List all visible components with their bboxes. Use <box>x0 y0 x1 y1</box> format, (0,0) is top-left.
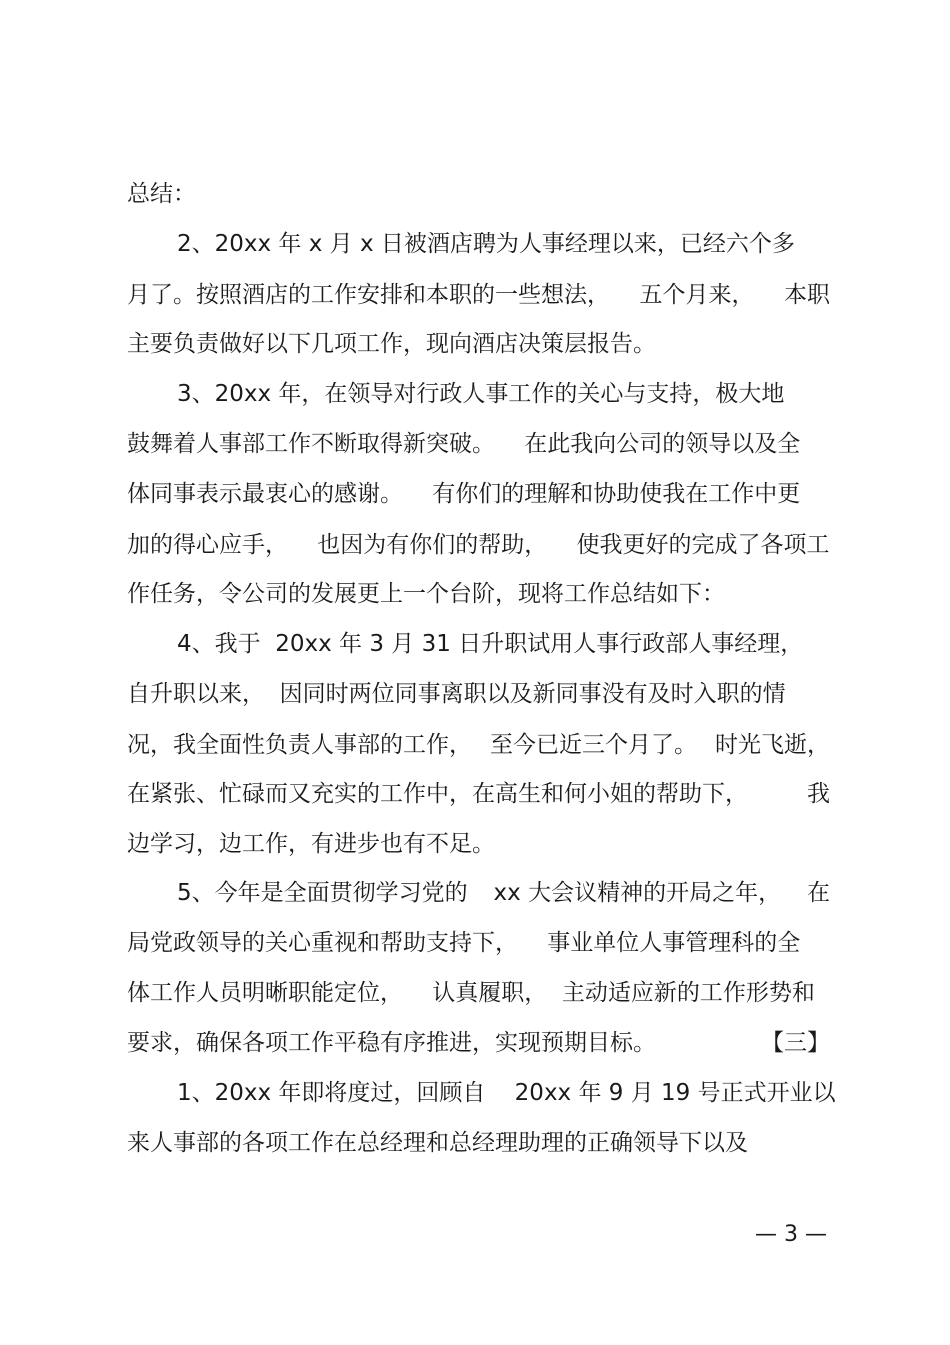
text-segment: 至今已近三个月了。 <box>490 732 697 758</box>
text-line-13 <box>127 778 830 810</box>
text-segment: 时光飞逝， <box>715 732 830 758</box>
text-segment: 况，我全面性负责人事部的工作， <box>127 732 472 758</box>
text-line-11: 自升职以来， 因同时两位同事离职以及新同事没有及时入职的情 <box>127 681 786 707</box>
text-line-14: 边学习，边工作，有进步也有不足。 <box>127 831 495 857</box>
text-line-3 <box>127 279 830 311</box>
text-line-16: 局党政领导的关心重视和帮助支持下， 事业单位人事管理科的全 <box>127 930 801 956</box>
text-line-9: 作任务，令公司的发展更上一个台阶，现将工作总结如下： <box>127 581 725 607</box>
text-line-8: 加的得心应手， 也因为有你们的帮助， 使我更好的完成了各项工 <box>127 532 830 558</box>
text-line-1: 总结： <box>127 181 196 207</box>
text-line-4: 主要负责做好以下几项工作，现向酒店决策层报告。 <box>127 331 656 357</box>
section-marker: 【三】 <box>761 1030 830 1056</box>
text-segment: 本职 <box>784 282 830 308</box>
text-line-12 <box>127 729 830 761</box>
text-segment: 5、今年是全面贯彻学习党的 <box>177 880 468 906</box>
text-line-19: 1、20xx 年即将度过，回顾自 20xx 年 9 月 19 号正式开业以 <box>177 1080 836 1106</box>
text-segment: 五个月来， <box>639 282 755 308</box>
text-segment: 在紧张、忙碌而又充实的工作中，在高生和何小姐的帮助下， <box>127 781 748 807</box>
text-line-2: 2、20xx 年 x 月 x 日被酒店聘为人事经理以来，已经六个多 <box>177 231 795 257</box>
text-segment: 要求，确保各项工作平稳有序推进，实现预期目标。 <box>127 1030 656 1056</box>
text-line-5: 3、20xx 年，在领导对行政人事工作的关心与支持，极大地 <box>177 381 785 407</box>
text-segment: xx 大会议精神的开局之年， <box>493 880 782 906</box>
text-line-10: 4、我于 20xx 年 3 月 31 日升职试用人事行政部人事经理， <box>177 631 804 657</box>
page-number: — 3 — <box>755 1222 827 1247</box>
text-line-20: 来人事部的各项工作在总经理和总经理助理的正确领导下以及 <box>127 1130 748 1156</box>
text-line-15 <box>177 877 830 909</box>
text-segment: 月了。按照酒店的工作安排和本职的一些想法， <box>127 282 610 308</box>
text-line-6: 鼓舞着人事部工作不断取得新突破。 在此我向公司的领导以及全 <box>127 431 801 457</box>
text-segment: 我 <box>807 781 830 807</box>
text-segment: 在 <box>807 880 830 906</box>
text-line-18 <box>127 1027 830 1059</box>
text-line-7: 体同事表示最衷心的感谢。 有你们的理解和协助使我在工作中更 <box>127 481 801 507</box>
text-line-17: 体工作人员明晰职能定位， 认真履职， 主动适应新的工作形势和 <box>127 980 815 1006</box>
